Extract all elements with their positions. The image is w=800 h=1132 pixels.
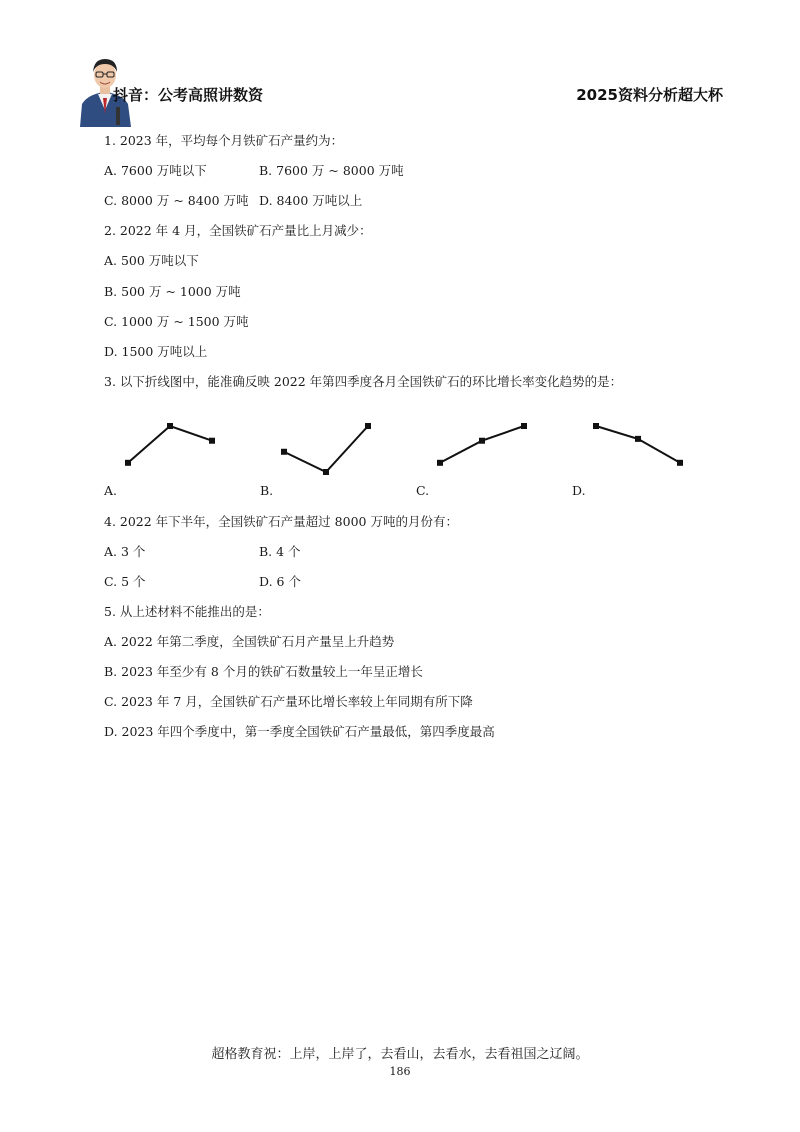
chart-label-c: C. xyxy=(416,483,430,498)
series-line-a xyxy=(128,426,212,463)
chart-label-d: D. xyxy=(572,483,586,498)
question-4-option-d: D. 6 个 xyxy=(259,574,301,589)
question-5-option-d: D. 2023 年四个季度中，第一季度全国铁矿石产量最低，第四季度最高 xyxy=(104,724,495,739)
chart-option-d xyxy=(568,412,718,502)
footer-slogan: 超格教育祝：上岸，上岸了，去看山，去看水，去看祖国之辽阔。 xyxy=(211,1047,589,1062)
question-1-option-b: B. 7600 万 ~ 8000 万吨 xyxy=(259,163,404,178)
page-header xyxy=(0,0,800,130)
data-point-c-1 xyxy=(437,460,443,466)
question-2-option-b: B. 500 万 ~ 1000 万吨 xyxy=(104,284,241,299)
chart-label-a: A. xyxy=(104,483,118,498)
question-5-option-a: A. 2022 年第二季度，全国铁矿石月产量呈上升趋势 xyxy=(104,634,395,649)
question-2-option-d: D. 1500 万吨以上 xyxy=(104,344,208,359)
question-4-stem: 4. 2022 年下半年，全国铁矿石产量超过 8000 万吨的月份有： xyxy=(104,514,458,529)
data-point-d-1 xyxy=(593,423,599,429)
data-point-b-3 xyxy=(365,423,371,429)
question-4-option-c: C. 5 个 xyxy=(104,574,146,589)
data-point-d-3 xyxy=(677,460,683,466)
data-point-c-2 xyxy=(479,438,485,444)
line-chart-a xyxy=(100,412,250,482)
data-point-c-3 xyxy=(521,423,527,429)
line-chart-d xyxy=(568,412,718,482)
data-point-d-2 xyxy=(635,436,641,442)
data-point-a-1 xyxy=(125,460,131,466)
question-2-option-c: C. 1000 万 ~ 1500 万吨 xyxy=(104,314,249,329)
question-5-option-b: B. 2023 年至少有 8 个月的铁矿石数量较上一年呈正增长 xyxy=(104,664,423,679)
question-1-option-a: A. 7600 万吨以下 xyxy=(104,163,207,178)
question-3-stem: 3. 以下折线图中，能准确反映 2022 年第四季度各月全国铁矿石的环比增长率变化趋势的是： xyxy=(104,374,623,389)
series-line-d xyxy=(596,426,680,463)
series-line-b xyxy=(284,426,368,472)
chart-option-c xyxy=(412,412,562,502)
question-4-option-a: A. 3 个 xyxy=(104,544,146,559)
series-line-c xyxy=(440,426,524,463)
data-point-b-2 xyxy=(323,469,329,475)
question-5-stem: 5. 从上述材料不能推出的是： xyxy=(104,604,270,619)
question-2-stem: 2. 2022 年 4 月，全国铁矿石产量比上月减少： xyxy=(104,223,372,238)
page-number: 186 xyxy=(389,1065,411,1078)
question-2-option-a: A. 500 万吨以下 xyxy=(104,253,199,268)
line-chart-c xyxy=(412,412,562,482)
question-1-stem: 1. 2023 年，平均每个月铁矿石产量约为： xyxy=(104,133,344,148)
question-5-option-c: C. 2023 年 7 月，全国铁矿石产量环比增长率较上年同期有所下降 xyxy=(104,694,473,709)
question-1-option-c: C. 8000 万 ~ 8400 万吨 xyxy=(104,193,249,208)
header-douyin-account: 抖音：公考高照讲数资 xyxy=(113,86,264,104)
data-point-a-3 xyxy=(209,438,215,444)
chart-option-a xyxy=(100,412,250,502)
chart-option-b xyxy=(256,412,406,502)
line-chart-b xyxy=(256,412,406,482)
header-course-title: 2025资料分析超大杯 xyxy=(576,86,723,104)
question-4-option-b: B. 4 个 xyxy=(259,544,301,559)
chart-label-b: B. xyxy=(260,483,274,498)
question-3-charts xyxy=(100,412,700,502)
data-point-b-1 xyxy=(281,449,287,455)
data-point-a-2 xyxy=(167,423,173,429)
question-1-option-d: D. 8400 万吨以上 xyxy=(259,193,363,208)
